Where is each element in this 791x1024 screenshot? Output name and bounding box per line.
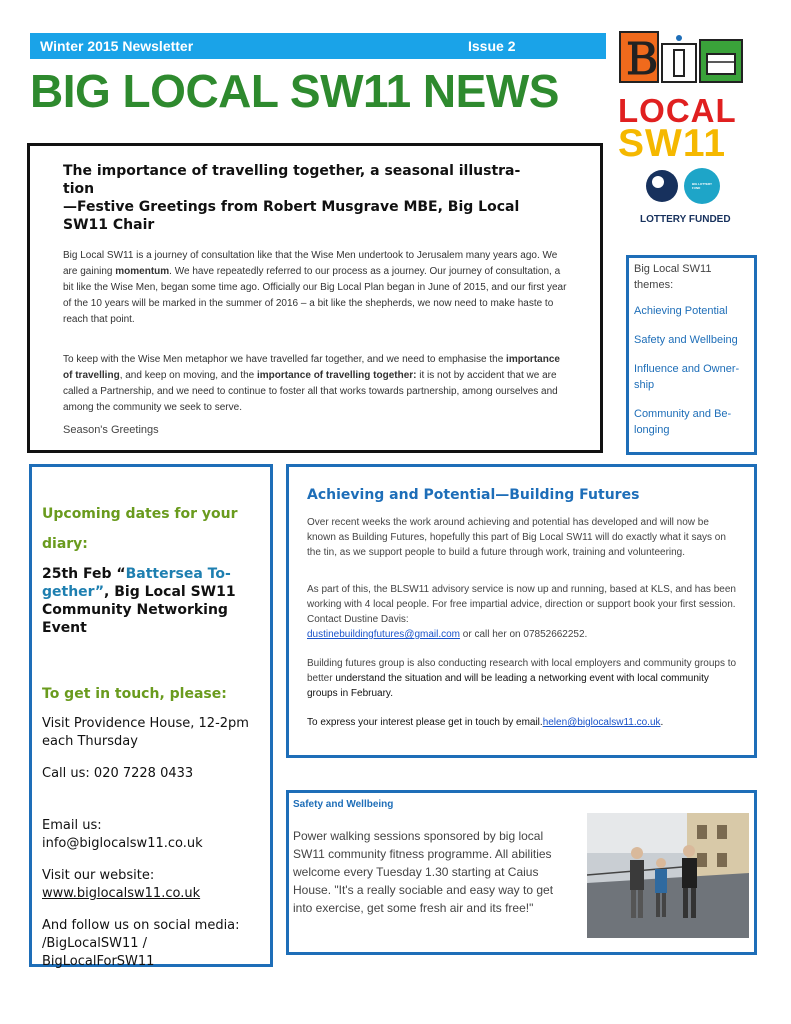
feature-paragraph-1: Big Local SW11 is a journey of consultation like that the Wise Men undertook to Jerusalem many years ago. We are gaining momentum. We have repeatedly referred to our process as a journey. Our journey of consultation, a bit like the Wise Men, began some time ago. Officially our Big Local Plan began in June of 2015, and our first year of the 10 years will be marked in the summer of 2016 – a bit like the shepherds, we now need to make haste to reach that point. [63,250,567,325]
feature-heading: The importance of travelling together, a seasonal illustra- tion —Festive Greetings from Robert Musgrave MBE, Big Local SW11 Chair [63,163,521,233]
diary-box [29,464,273,967]
visit-text: Visit Providence House, 12-2pm each Thursday [42,716,249,749]
achieving-paragraph-1: Over recent weeks the work around achieving and potential has developed and will now be known as Building Futures, hopefully this part of Big Local SW11 will do exactly what it says on the tin, as we support people to build a future through work, training and volunteering. [307,517,726,558]
svg-text:B: B [626,34,659,85]
issue-label: Issue 2 [468,38,516,54]
achieving-box [286,464,757,758]
header-bar [30,33,606,59]
themes-heading: Big Local SW11 themes: [634,263,712,291]
event-item: 25th Feb “Battersea To-gether”, Big Local SW11 Community Networking Event [42,566,236,636]
website-label: Visit our website: [42,868,155,883]
logo-tiles [612,26,752,92]
achieving-paragraph-4: To express your interest please get in touch by email.helen@biglocalsw11.co.uk. [307,717,664,728]
upcoming-heading: Upcoming dates for your diary: [42,506,238,552]
power-walking-photo [587,813,749,938]
dustine-email-link[interactable]: dustinebuildingfutures@gmail.com [307,629,461,640]
theme-item: Community and Be-longing [634,408,732,436]
contact-heading: To get in touch, please: [42,686,227,702]
seasons-greeting: Season's Greetings [63,424,159,436]
social-text: And follow us on social media: /BigLocalSW11 / BigLocalForSW11 [42,918,240,969]
call-text: Call us: 020 7228 0433 [42,766,194,781]
achieving-paragraph-2: As part of this, the BLSW11 advisory service is now up and running, based at KLS, and has been working with 4 local people. For free impartial advice, direction or support book your first session. Contact Dustine Davis: dustinebuildingfutures@gmail.com or call her on 07852662252. [307,584,736,640]
safety-box [286,790,757,955]
theme-item: Achieving Potential [634,305,728,317]
theme-item: Influence and Owner-ship [634,363,740,391]
themes-box [626,255,757,455]
lottery-funded-text: LOTTERY FUNDED [640,214,731,225]
newsletter-label: Winter 2015 Newsletter [40,38,194,54]
logo-sw11-text: SW11 [618,122,727,165]
safety-heading: Safety and Wellbeing [293,799,394,810]
big-local-logo [612,26,752,236]
logo-local-text: LOCAL [618,92,737,129]
achieving-paragraph-3: Building futures group is also conducting research with local employers and community groups to better understand the situation and will be leading a networking event with local community groups in February. [307,658,737,699]
safety-text: Power walking sessions sponsored by big local SW11 community fitness programme. All abilities welcome every Tuesday 1.30 starting at Caius House. "It's a really sociable and easy way to get into exercise, get some fresh air and its free!" [293,829,554,915]
page-title: BIG LOCAL SW11 NEWS [30,65,559,117]
theme-item: Safety and Wellbeing [634,334,738,346]
lottery-logo-icon [612,162,752,212]
helen-email-link[interactable]: helen@biglocalsw11.co.uk [542,717,661,728]
feature-paragraph-2: To keep with the Wise Men metaphor we have travelled far together, and we need to emphasise the importance of travelling, and keep on moving, and the importance of travelling together: it is not by accident that we are called a Partnership, and we need to continue to foster all that works towards partnership, among ourselves and among the community we seek to serve. [63,354,560,413]
achieving-heading: Achieving and Potential—Building Futures [307,487,640,503]
email-label: Email us: [42,818,102,833]
big-lottery-fund-text: BIG LOTTERY FUND [692,182,713,190]
website-link[interactable]: www.biglocalsw11.co.uk [42,886,201,901]
email-link[interactable]: info@biglocalsw11.co.uk [42,836,203,851]
feature-article [27,143,603,453]
